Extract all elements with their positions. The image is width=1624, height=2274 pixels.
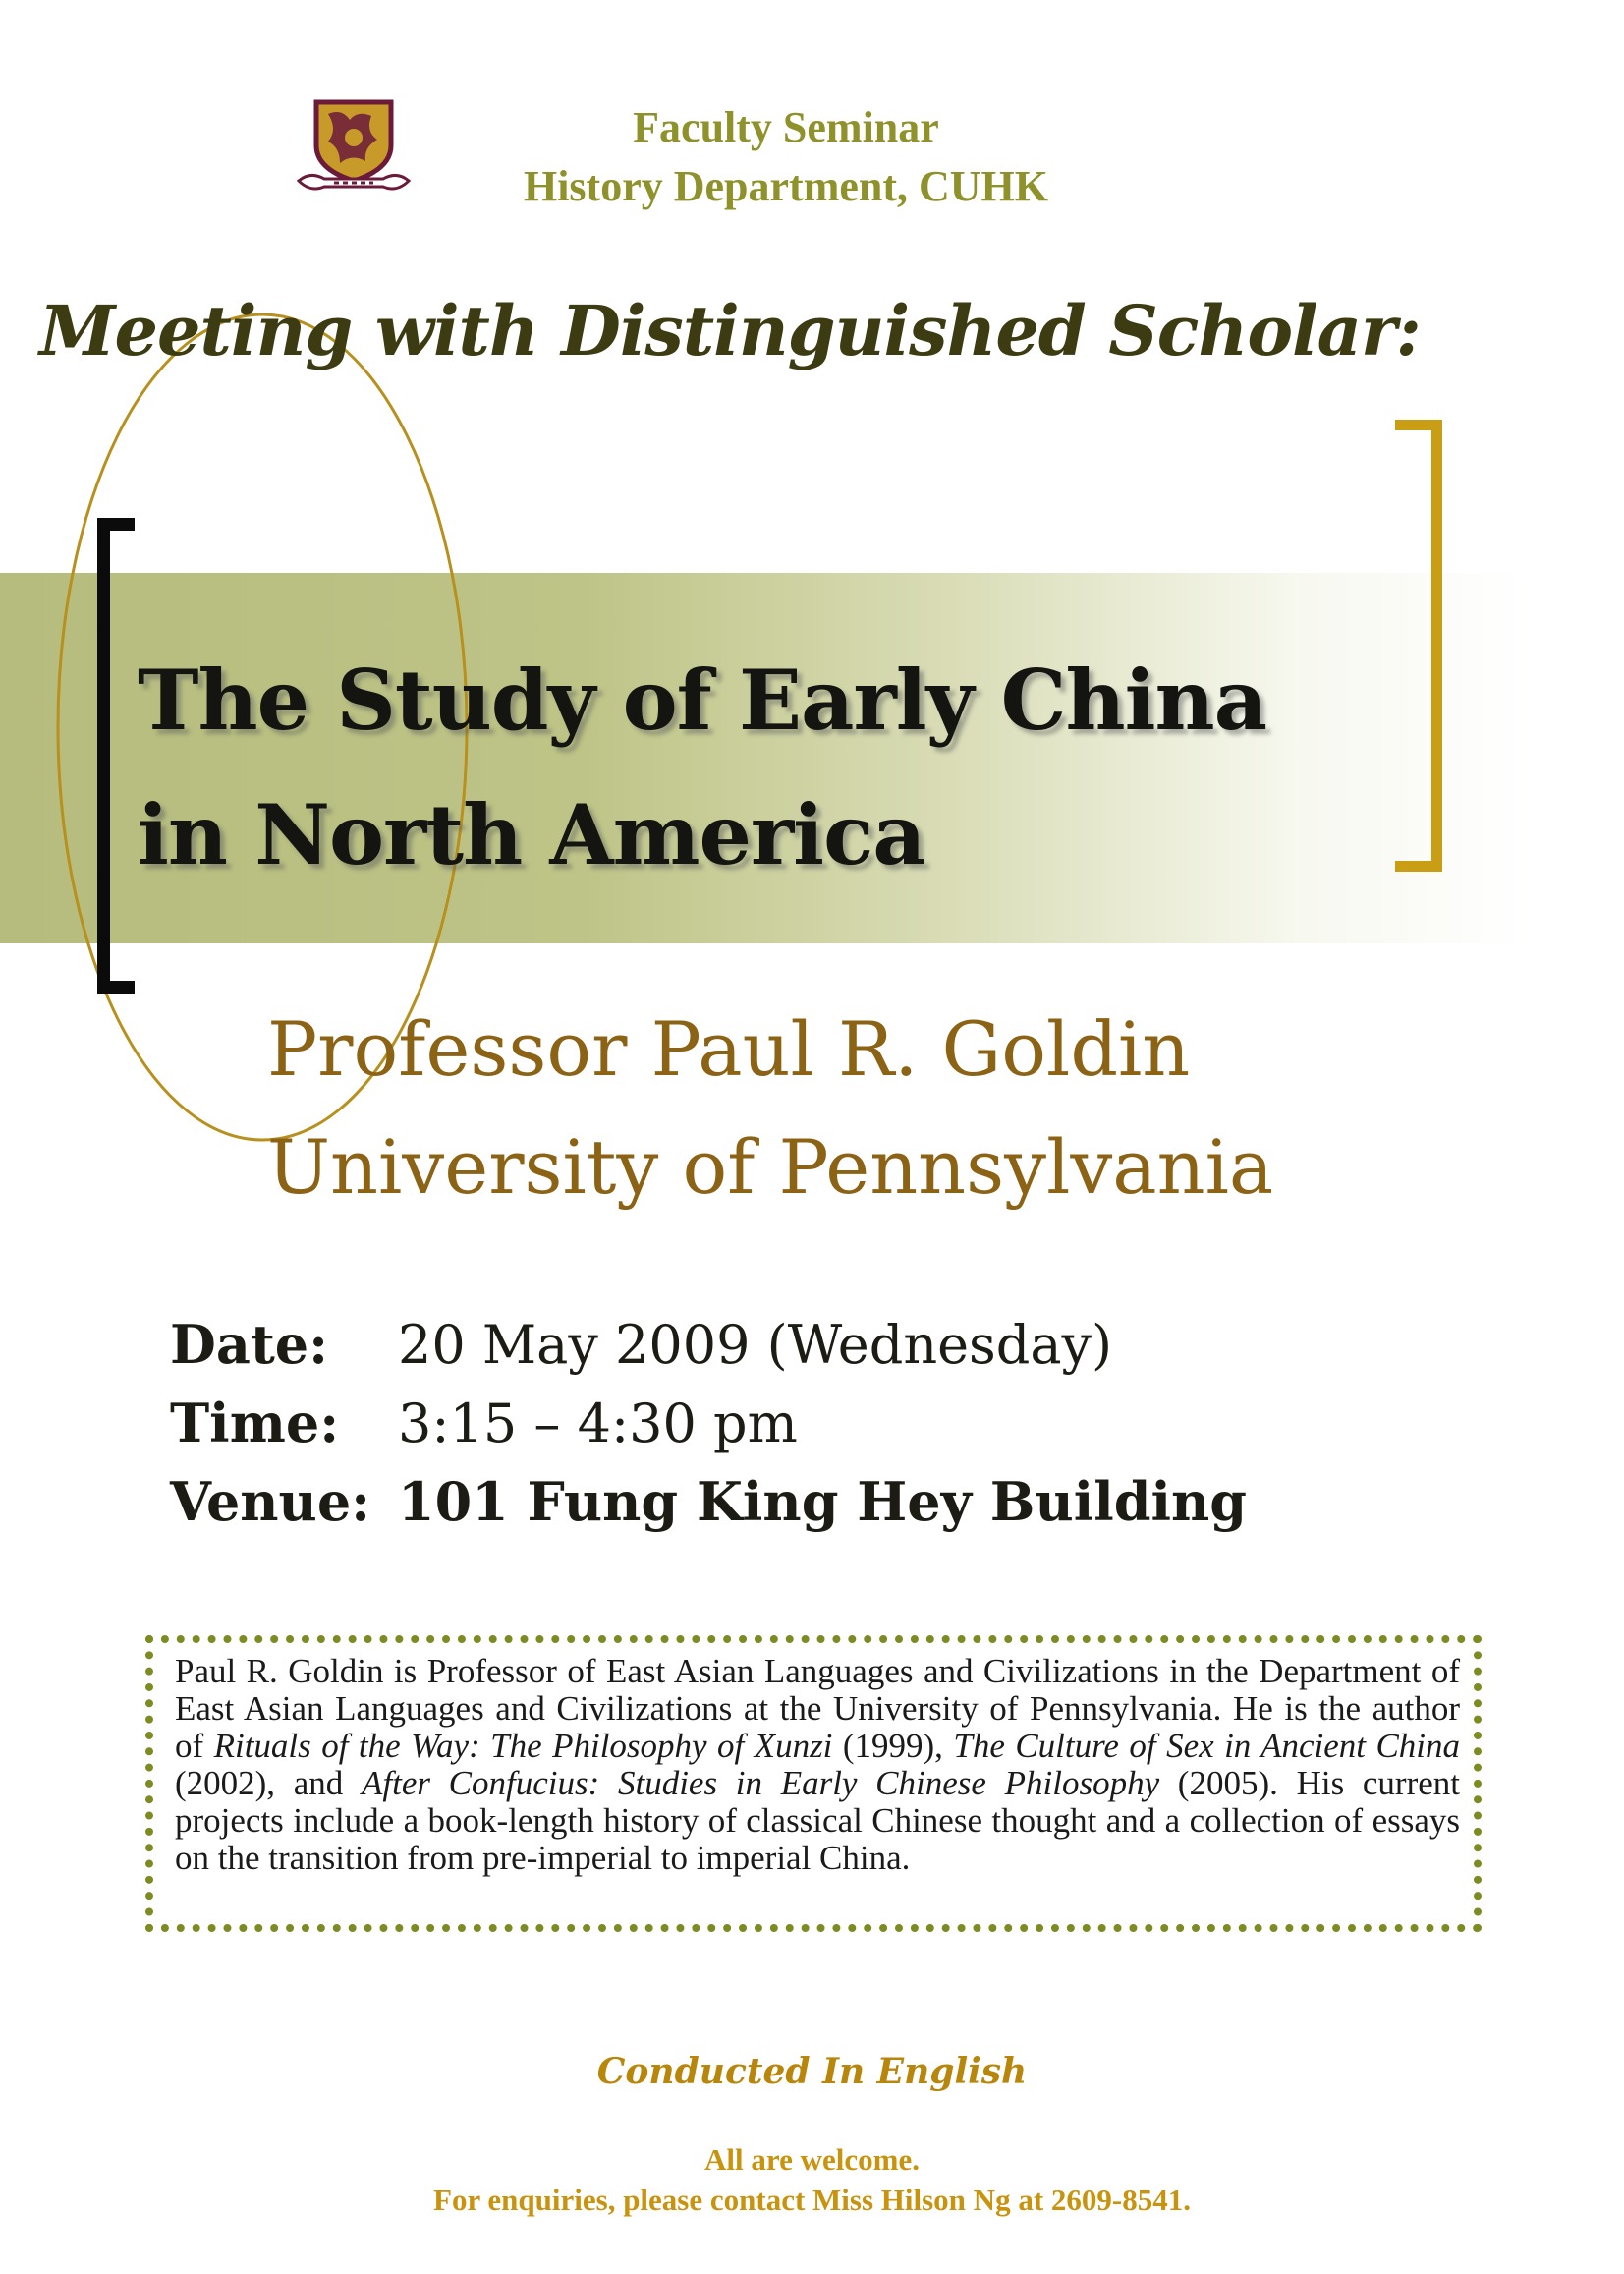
talk-title-line-2: in North America bbox=[138, 786, 925, 883]
bio-text-part: Paul R. Goldin is Professor of East Asian Languages and Civilizations in the Department of East Asian Languages and Civilizations at the University of Pennsylvania. He is the author of bbox=[175, 1652, 1460, 1765]
book-title: Rituals of the Way: The Philosophy of Xunzi bbox=[213, 1727, 833, 1765]
bio-text-part: (2002), and bbox=[175, 1764, 362, 1802]
time-label: Time: bbox=[170, 1392, 340, 1454]
time-value: 3:15 – 4:30 pm bbox=[398, 1393, 798, 1454]
speaker-bio-text bbox=[175, 1653, 1460, 1877]
venue-label: Venue: bbox=[170, 1470, 371, 1533]
date-label: Date: bbox=[170, 1313, 329, 1376]
event-type-heading: Meeting with Distinguished Scholar: bbox=[39, 290, 1421, 371]
department-label: History Department, CUHK bbox=[523, 162, 1048, 210]
date-value: 20 May 2009 (Wednesday) bbox=[398, 1314, 1113, 1376]
welcome-note: All are welcome. bbox=[704, 2142, 920, 2177]
date-row bbox=[170, 1307, 1447, 1383]
enquiry-contact: For enquiries, please contact Miss Hilson Ng at 2609-8541. bbox=[433, 2183, 1191, 2217]
speaker-bio-box bbox=[145, 1635, 1482, 1932]
speaker-name: Professor Paul R. Goldin bbox=[267, 1005, 1191, 1093]
venue-value: 101 Fung King Hey Building bbox=[398, 1470, 1248, 1533]
bio-text-part: (2005). His current projects include a book-length history of classical Chinese thought and a collection of essays on the transition from pre-imperial to imperial China. bbox=[175, 1764, 1460, 1877]
time-row bbox=[170, 1386, 1447, 1461]
talk-title-line-1: The Study of Early China bbox=[138, 652, 1267, 749]
speaker-affiliation: University of Pennsylvania bbox=[267, 1123, 1274, 1211]
language-note: Conducted In English bbox=[596, 2051, 1028, 2092]
left-bracket-decoration bbox=[97, 518, 135, 994]
bio-text-part: (1999), bbox=[832, 1727, 954, 1765]
cuhk-crest-icon bbox=[295, 94, 413, 202]
book-title: After Confucius: Studies in Early Chinese Philosophy bbox=[362, 1764, 1160, 1802]
venue-row bbox=[170, 1464, 1447, 1540]
seminar-series-label: Faculty Seminar bbox=[633, 103, 939, 151]
book-title: The Culture of Sex in Ancient China bbox=[953, 1727, 1461, 1765]
